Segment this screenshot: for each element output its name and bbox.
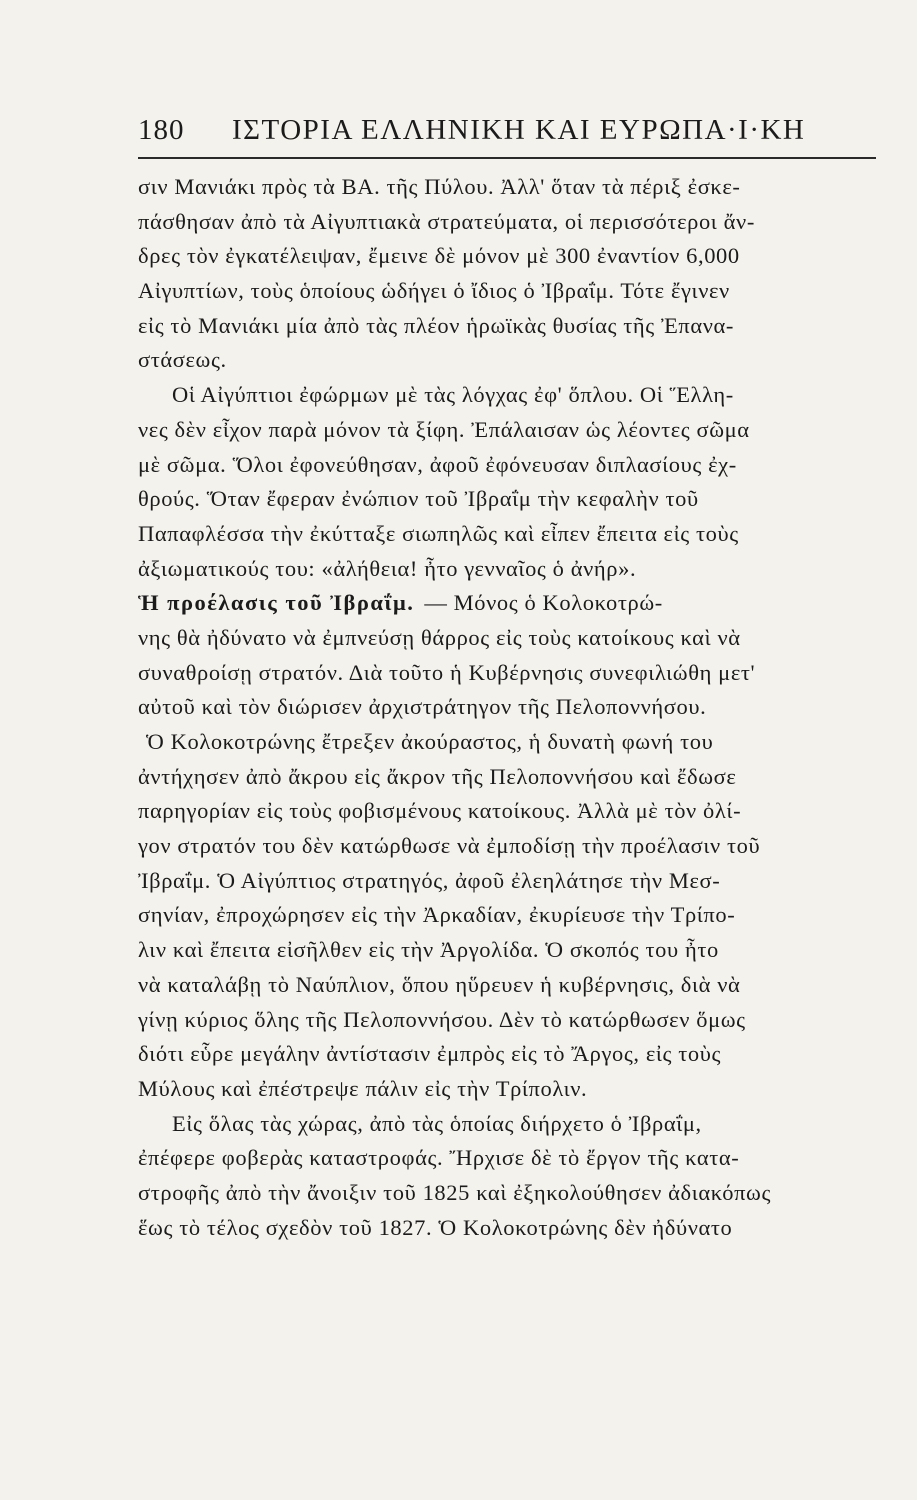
text-line: πάσθησαν ἀπὸ τὰ Αἰγυπτιακὰ στρατεύματα, οἱ περισσότεροι ἄν- <box>138 208 755 234</box>
text-line: σιν Μανιάκι πρὸς τὰ ΒΑ. τῆς Πύλου. Ἀλλ' ὅταν τὰ πέριξ ἐσκε- <box>138 174 741 199</box>
heading-line-text: — Μόνος ὁ Κολοκοτρώ- <box>424 590 663 616</box>
text-line: νες δὲν εἶχον παρὰ μόνον τὰ ξίφη. Ἐπάλαισαν ὡς λέοντες σῶμα <box>138 416 750 442</box>
text-line: Μύλους καὶ ἐπέστρεψε πάλιν εἰς τὴν Τρίπολιν. <box>138 1075 588 1101</box>
text-line: σηνίαν, ἐπροχώρησεν εἰς τὴν Ἀρκαδίαν, ἐκυρίευσε τὴν Τρίπο- <box>138 902 736 928</box>
text-line: γον στρατόν του δὲν κατώρθωσε νὰ ἐμποδίσῃ τὴν προέλασιν τοῦ <box>138 833 761 859</box>
paragraph-first-line: Οἱ Αἰγύπτιοι ἐφώρμων μὲ τὰς λόγχας ἐφ' ὅπλου. Οἱ Ἕλλη- <box>172 382 734 408</box>
text-line: αὐτοῦ καὶ τὸν διώρισεν ἀρχιστράτηγον τῆς Πελοποννήσου. <box>138 694 707 720</box>
text-line: Ἰβραΐμ. Ὁ Αἰγύπτιος στρατηγός, ἀφοῦ ἐλεηλάτησε τὴν Μεσ- <box>138 867 721 893</box>
text-line: μὲ σῶμα. Ὅλοι ἐφονεύθησαν, ἀφοῦ ἐφόνευσαν διπλασίους ἐχ- <box>138 451 737 477</box>
text-line: στάσεως. <box>138 347 227 373</box>
text-line: παρηγορίαν εἰς τοὺς φοβισμένους κατοίκους. Ἀλλὰ μὲ τὸν ὀλί- <box>138 798 742 824</box>
text-line: λιν καὶ ἔπειτα εἰσῆλθεν εἰς τὴν Ἀργολίδα. Ὁ σκοπός του ἦτο <box>138 937 719 963</box>
text-line: Αἰγυπτίων, τοὺς ὁποίους ὡδήγει ὁ ἴδιος ὁ Ἰβραΐμ. Τότε ἔγινεν <box>138 278 730 304</box>
body-text <box>138 170 876 1245</box>
text-line: θρούς. Ὅταν ἔφεραν ἐνώπιον τοῦ Ἰβραΐμ τὴν κεφαλὴν τοῦ <box>138 486 699 512</box>
text-line: νης θὰ ἠδύνατο νὰ ἐμπνεύσῃ θάρρος εἰς τοὺς κατοίκους καὶ νὰ <box>138 624 741 650</box>
paragraph-first-line: Ὁ Κολοκοτρώνης ἔτρεξεν ἀκούραστος, ἡ δυνατὴ φωνή του <box>146 729 714 754</box>
page-number: 180 <box>138 114 185 146</box>
text-line: ἀξιωματικούς του: «ἀλήθεια! ἦτο γενναῖος ὁ ἀνήρ». <box>138 555 637 581</box>
text-line: ἕως τὸ τέλος σχεδὸν τοῦ 1827. Ὁ Κολοκοτρώνης δὲν ἠδύνατο <box>138 1214 733 1240</box>
section-heading-line <box>138 586 876 621</box>
text-line: στροφῆς ἀπὸ τὴν ἄνοιξιν τοῦ 1825 καὶ ἐξηκολούθησεν ἀδιακόπως <box>138 1179 771 1205</box>
running-title: ΙΣΤΟΡΙΑ ΕΛΛΗΝΙΚΗ ΚΑΙ ΕΥΡΩΠΑ·Ι·ΚΗ <box>232 114 806 146</box>
text-line: διότι εὗρε μεγάλην ἀντίστασιν ἐμπρὸς εἰς τὸ Ἄργος, εἰς τοὺς <box>138 1041 722 1067</box>
section-heading: Ἡ προέλασις τοῦ Ἰβραΐμ. <box>138 590 415 616</box>
text-line: εἰς τὸ Μανιάκι μία ἀπὸ τὰς πλέον ἡρωϊκὰς θυσίας τῆς Ἐπανα- <box>138 312 734 338</box>
text-line: συναθροίσῃ στρατόν. Διὰ τοῦτο ἡ Κυβέρνησις συνεφιλιώθη μετ' <box>138 659 756 685</box>
text-line: ἐπέφερε φοβερὰς καταστροφάς. Ἤρχισε δὲ τὸ ἔργον τῆς κατα- <box>138 1145 740 1171</box>
text-line: Παπαφλέσσα τὴν ἐκύτταξε σιωπηλῶς καὶ εἶπεν ἔπειτα εἰς τοὺς <box>138 520 739 546</box>
text-line: ἀντήχησεν ἀπὸ ἄκρου εἰς ἄκρον τῆς Πελοποννήσου καὶ ἔδωσε <box>138 763 737 789</box>
header-rule <box>138 157 876 159</box>
text-line: δρες τὸν ἐγκατέλειψαν, ἔμεινε δὲ μόνον μὲ 300 ἐναντίον 6,000 <box>138 243 740 269</box>
text-line: νὰ καταλάβῃ τὸ Ναύπλιον, ὅπου ηὕρευεν ἡ κυβέρνησις, διὰ νὰ <box>138 971 741 997</box>
page-header <box>138 114 876 158</box>
text-line: γίνῃ κύριος ὅλης τῆς Πελοποννήσου. Δὲν τὸ κατώρθωσεν ὅμως <box>138 1006 746 1032</box>
paragraph-first-line: Εἰς ὅλας τὰς χώρας, ἀπὸ τὰς ὁποίας διήρχετο ὁ Ἰβραΐμ, <box>172 1110 702 1136</box>
